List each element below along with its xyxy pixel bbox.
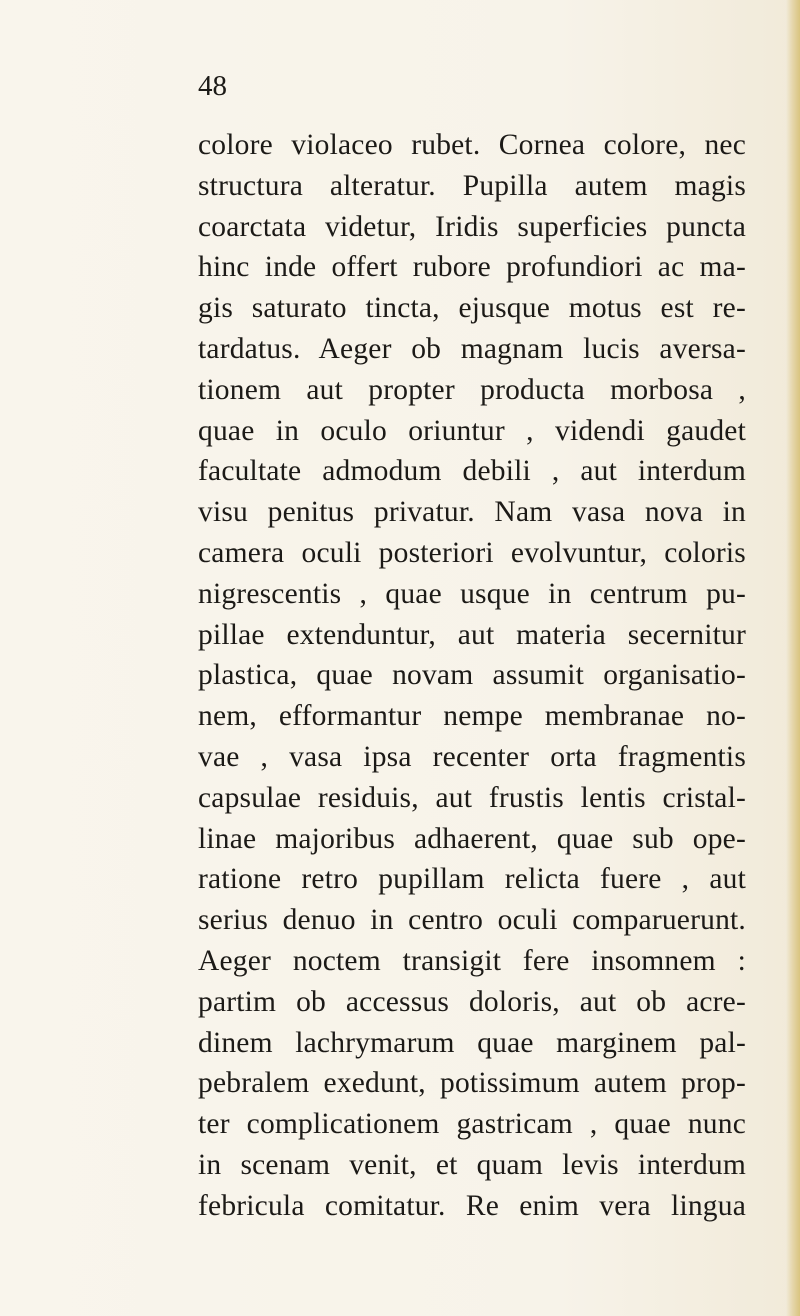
text-line: linae majoribus adhaerent, quae sub ope- bbox=[198, 822, 746, 855]
page-number: 48 bbox=[198, 70, 227, 102]
text-line: Aeger noctem transigit fere insomnem : bbox=[198, 944, 746, 977]
text-line: colore violaceo rubet. Cornea colore, nec bbox=[198, 129, 746, 161]
text-line: partim ob accessus doloris, aut ob acre- bbox=[198, 985, 746, 1018]
text-line: nigrescentis , quae usque in centrum pu- bbox=[198, 577, 746, 610]
text-line: plastica, quae novam assumit organisatio- bbox=[198, 659, 746, 692]
text-line: ter complicationem gastricam , quae nunc bbox=[198, 1108, 746, 1141]
page-text bbox=[198, 125, 746, 1227]
text-line: vae , vasa ipsa recenter orta fragmentis bbox=[198, 740, 746, 773]
page-edge-shadow bbox=[786, 0, 800, 1316]
text-line: tardatus. Aeger ob magnam lucis aversa- bbox=[198, 332, 746, 365]
text-line: visu penitus privatur. Nam vasa nova in bbox=[198, 496, 746, 529]
text-line: pillae extenduntur, aut materia secernitur bbox=[198, 618, 746, 651]
text-line: gis saturato tincta, ejusque motus est re- bbox=[198, 292, 746, 325]
text-line: quae in oculo oriuntur , videndi gaudet bbox=[198, 414, 746, 447]
text-line: structura alteratur. Pupilla autem magis bbox=[198, 169, 746, 202]
text-line: pebralem exedunt, potissimum autem prop- bbox=[198, 1067, 746, 1100]
text-line: febricula comitatur. Re enim vera lingua bbox=[198, 1189, 746, 1222]
text-line: tionem aut propter producta morbosa , bbox=[198, 373, 746, 406]
text-line: serius denuo in centro oculi comparuerunt. bbox=[198, 904, 746, 937]
text-line: dinem lachrymarum quae marginem pal- bbox=[198, 1026, 746, 1059]
text-line: hinc inde offert rubore profundiori ac ma- bbox=[198, 251, 746, 284]
text-line: coarctata videtur, Iridis superficies puncta bbox=[198, 210, 746, 243]
text-line: in scenam venit, et quam levis interdum bbox=[198, 1148, 746, 1181]
text-line: camera oculi posteriori evolvuntur, coloris bbox=[198, 536, 746, 569]
text-line: nem, efformantur nempe membranae no- bbox=[198, 700, 746, 733]
text-line: ratione retro pupillam relicta fuere , aut bbox=[198, 863, 746, 896]
text-line: facultate admodum debili , aut interdum bbox=[198, 455, 746, 488]
text-line: capsulae residuis, aut frustis lentis cristal- bbox=[198, 781, 746, 814]
